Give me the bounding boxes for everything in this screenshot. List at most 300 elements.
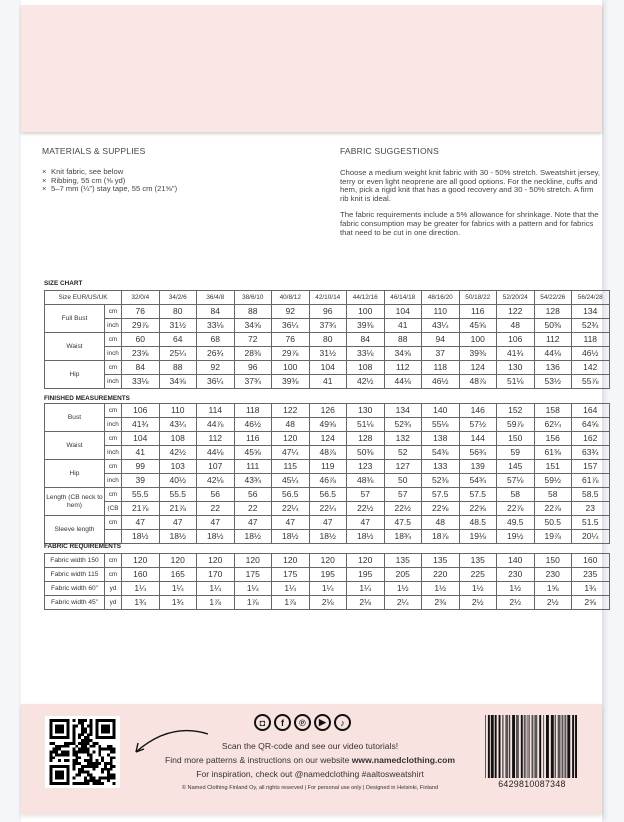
table-cell: 151 xyxy=(534,460,572,474)
table-cell: 112 xyxy=(384,361,422,375)
table-cell: 46½ xyxy=(234,418,272,432)
table-cell: 18½ xyxy=(159,530,197,544)
measurement-label: Waist xyxy=(45,333,105,361)
fabric-paragraph: The fabric requirements include a 5% allowance for shrinkage. Note that the fabric consumption may be greater for fabrics with a pattern and for fabrics that need to be cut in one direction. xyxy=(340,210,599,237)
table-cell: 135 xyxy=(384,554,422,568)
table-cell: 61⅜ xyxy=(534,446,572,460)
table-row xyxy=(45,460,610,474)
fabric-paragraph: Choose a medium weight knit fabric with 30 - 50% stretch. Sweatshirt jersey, terry or even light neoprene are all good options. For the neckline, cuffs and hem, pick a rigid knit that has a good recovery and 30 - 50% stretch. A firm rib knit is ideal. xyxy=(340,168,601,203)
table-cell: 39⅜ xyxy=(272,375,310,389)
table-cell: 56 xyxy=(234,488,272,502)
table-cell: 36¼ xyxy=(197,375,235,389)
table-cell: 43¼ xyxy=(159,418,197,432)
table-cell: 23 xyxy=(572,502,610,516)
table-cell: 88 xyxy=(234,305,272,319)
size-chart-title: SIZE CHART xyxy=(44,280,83,287)
table-row xyxy=(45,375,610,389)
materials-item: × Ribbing, 55 cm (⅝ yd) xyxy=(42,175,126,185)
table-cell: 157 xyxy=(572,460,610,474)
table-cell: 152 xyxy=(497,404,535,418)
table-cell: 47 xyxy=(159,516,197,530)
size-header-cell: 50/18/22 xyxy=(459,291,497,305)
table-cell: 18½ xyxy=(234,530,272,544)
table-cell: 76 xyxy=(122,305,160,319)
table-cell: 47.5 xyxy=(384,516,422,530)
table-cell: 130 xyxy=(347,404,385,418)
table-cell: 128 xyxy=(347,432,385,446)
table-cell: 120 xyxy=(347,554,385,568)
table-cell: 104 xyxy=(309,361,347,375)
instagram-icon[interactable]: ◘ xyxy=(254,714,271,731)
table-cell: 80 xyxy=(159,305,197,319)
table-cell: 42⅛ xyxy=(197,474,235,488)
table-cell: 55⅞ xyxy=(572,375,610,389)
table-cell: 2½ xyxy=(459,596,497,610)
table-cell: 59½ xyxy=(534,474,572,488)
table-cell: 120 xyxy=(122,554,160,568)
table-cell: 60 xyxy=(122,333,160,347)
table-cell: 45¼ xyxy=(272,474,310,488)
table-cell: 55.5 xyxy=(159,488,197,502)
table-cell: 39 xyxy=(122,474,160,488)
table-cell: 46⅞ xyxy=(309,474,347,488)
table-row xyxy=(45,361,610,375)
table-cell: 135 xyxy=(422,554,460,568)
youtube-icon[interactable]: ▶ xyxy=(314,714,331,731)
table-cell: 56 xyxy=(197,488,235,502)
table-cell: 2⅛ xyxy=(309,596,347,610)
table-cell: 1⅞ xyxy=(197,596,235,610)
table-cell: 48⅞ xyxy=(309,446,347,460)
table-cell: 56.5 xyxy=(272,488,310,502)
table-cell: 47 xyxy=(347,516,385,530)
table-cell: 1¼ xyxy=(197,582,235,596)
table-cell: 84 xyxy=(197,305,235,319)
table-cell: 92 xyxy=(272,305,310,319)
barcode-number: 6429810087348 xyxy=(498,779,566,789)
table-cell: 124 xyxy=(459,361,497,375)
fabric-suggestions-title: FABRIC SUGGESTIONS xyxy=(340,146,440,156)
table-cell: 146 xyxy=(459,404,497,418)
table-cell: 120 xyxy=(197,554,235,568)
table-cell: 53½ xyxy=(534,375,572,389)
unit-label: cm xyxy=(105,361,122,375)
table-cell: 2½ xyxy=(534,596,572,610)
table-cell: 116 xyxy=(459,305,497,319)
size-header-label: Size EUR/US/UK xyxy=(45,291,122,305)
table-cell: 220 xyxy=(422,568,460,582)
size-header-cell: 32/0/4 xyxy=(122,291,160,305)
table-cell: 49.5 xyxy=(497,516,535,530)
table-cell: 18⅞ xyxy=(422,530,460,544)
fabric-width-label: Fabric width 45" xyxy=(45,596,105,610)
table-row xyxy=(45,446,610,460)
table-cell: 47¼ xyxy=(272,446,310,460)
table-cell: 41 xyxy=(309,375,347,389)
table-cell: 158 xyxy=(534,404,572,418)
unit-label: inch xyxy=(105,375,122,389)
size-header-cell: 48/16/20 xyxy=(422,291,460,305)
finished-measurements-table xyxy=(44,403,610,544)
table-cell: 165 xyxy=(159,568,197,582)
table-cell: 122 xyxy=(497,305,535,319)
table-cell: 164 xyxy=(572,404,610,418)
table-cell: 120 xyxy=(309,554,347,568)
fabric-width-label: Fabric width 115 xyxy=(45,568,105,582)
table-cell: 108 xyxy=(159,432,197,446)
table-cell: 175 xyxy=(234,568,272,582)
table-cell: 1¼ xyxy=(122,582,160,596)
unit-label: inch xyxy=(105,347,122,361)
table-row xyxy=(45,530,610,544)
unit-label: cm xyxy=(105,432,122,446)
table-cell: 23⅝ xyxy=(122,347,160,361)
table-cell: 54¾ xyxy=(459,474,497,488)
table-cell: 57½ xyxy=(459,418,497,432)
table-cell: 160 xyxy=(122,568,160,582)
table-cell: 2½ xyxy=(497,596,535,610)
header-band xyxy=(21,5,602,132)
table-cell: 22¼ xyxy=(272,502,310,516)
table-cell: 55.5 xyxy=(122,488,160,502)
measurement-label: Full Bust xyxy=(45,305,105,333)
table-cell: 135 xyxy=(459,554,497,568)
table-cell: 37¾ xyxy=(309,319,347,333)
footer-website-text: Find more patterns & instructions on our website www.namedclothing.com xyxy=(164,755,456,765)
table-cell: 156 xyxy=(534,432,572,446)
table-cell: 33⅛ xyxy=(197,319,235,333)
table-cell: 96 xyxy=(309,305,347,319)
qr-code[interactable] xyxy=(45,716,120,788)
table-cell: 45⅝ xyxy=(459,319,497,333)
social-icons xyxy=(254,714,351,731)
size-header-cell: 56/24/28 xyxy=(572,291,610,305)
table-cell: 1¼ xyxy=(309,582,347,596)
table-cell: 22⅝ xyxy=(422,502,460,516)
table-cell: 22½ xyxy=(347,502,385,516)
table-cell: 88 xyxy=(159,361,197,375)
table-cell: 36¼ xyxy=(272,319,310,333)
unit-label: cm xyxy=(105,305,122,319)
table-cell: 18¾ xyxy=(384,530,422,544)
table-cell: 48⅞ xyxy=(459,375,497,389)
table-cell: 21⅞ xyxy=(159,502,197,516)
table-row xyxy=(45,404,610,418)
table-cell: 140 xyxy=(422,404,460,418)
table-cell: 52 xyxy=(384,446,422,460)
table-cell: 118 xyxy=(234,404,272,418)
table-cell: 31½ xyxy=(309,347,347,361)
table-cell: 1⅞ xyxy=(234,596,272,610)
table-cell: 44⅛ xyxy=(384,375,422,389)
website-link[interactable]: www.namedclothing.com xyxy=(351,755,456,765)
table-cell: 57 xyxy=(347,488,385,502)
table-row xyxy=(45,554,610,568)
table-cell: 44⅞ xyxy=(197,418,235,432)
size-chart-table xyxy=(44,290,610,389)
table-cell: 33⅛ xyxy=(347,347,385,361)
unit-label: inch xyxy=(105,319,122,333)
facebook-icon[interactable]: f xyxy=(274,714,291,731)
table-cell: 127 xyxy=(384,460,422,474)
table-cell: 122 xyxy=(272,404,310,418)
table-cell: 118 xyxy=(422,361,460,375)
table-cell: 1¾ xyxy=(122,596,160,610)
table-cell: 128 xyxy=(534,305,572,319)
table-cell: 108 xyxy=(347,361,385,375)
table-cell: 59⅞ xyxy=(497,418,535,432)
footer-copyright: © Named Clothing Finland Oy, all rights reserved | For personal use only | Designed in Helsinki, Finland xyxy=(181,785,439,791)
table-cell: 29⅞ xyxy=(122,319,160,333)
size-header-cell: 34/2/6 xyxy=(159,291,197,305)
size-header-cell: 54/22/26 xyxy=(534,291,572,305)
table-cell: 57 xyxy=(384,488,422,502)
table-cell: 130 xyxy=(497,361,535,375)
table-cell: 42½ xyxy=(159,446,197,460)
unit-label: yd xyxy=(105,596,122,610)
table-cell: 41¾ xyxy=(497,347,535,361)
table-cell: 1¼ xyxy=(272,582,310,596)
table-cell: 1¾ xyxy=(159,596,197,610)
table-cell: 195 xyxy=(347,568,385,582)
table-cell: 22¼ xyxy=(309,502,347,516)
table-cell: 47 xyxy=(197,516,235,530)
table-cell: 142 xyxy=(572,361,610,375)
table-cell: 52¾ xyxy=(384,418,422,432)
measurement-label: Hip xyxy=(45,460,105,488)
table-cell: 43¼ xyxy=(422,319,460,333)
size-header-cell: 52/20/24 xyxy=(497,291,535,305)
table-cell: 2⅛ xyxy=(347,596,385,610)
table-cell: 20¼ xyxy=(572,530,610,544)
table-cell: 49⅝ xyxy=(309,418,347,432)
size-header-cell: 44/12/16 xyxy=(347,291,385,305)
table-cell: 34⅝ xyxy=(159,375,197,389)
table-row xyxy=(45,319,610,333)
table-cell: 41¾ xyxy=(122,418,160,432)
measurement-label: Length (CB neck to hem) xyxy=(45,488,105,516)
size-header-row xyxy=(45,291,610,305)
table-cell: 50.5 xyxy=(534,516,572,530)
unit-label: cm xyxy=(105,554,122,568)
table-cell: 61⅞ xyxy=(572,474,610,488)
size-header-cell: 42/10/14 xyxy=(309,291,347,305)
table-cell: 94 xyxy=(422,333,460,347)
table-cell: 18½ xyxy=(272,530,310,544)
footer-qr-text: Scan the QR-code and see our video tutorials! xyxy=(221,741,399,751)
unit-label: inch xyxy=(105,418,122,432)
table-cell: 106 xyxy=(122,404,160,418)
table-cell: 19⅞ xyxy=(534,530,572,544)
unit-label: yd xyxy=(105,582,122,596)
table-cell: 111 xyxy=(234,460,272,474)
size-header-cell: 46/14/18 xyxy=(384,291,422,305)
table-cell: 18½ xyxy=(197,530,235,544)
size-header-cell: 40/8/12 xyxy=(272,291,310,305)
table-cell: 134 xyxy=(384,404,422,418)
table-cell: 2¼ xyxy=(384,596,422,610)
table-cell: 1⅝ xyxy=(534,582,572,596)
table-cell: 1½ xyxy=(497,582,535,596)
table-cell: 64⅝ xyxy=(572,418,610,432)
table-cell: 64 xyxy=(159,333,197,347)
table-cell: 25¼ xyxy=(159,347,197,361)
table-cell: 22⅝ xyxy=(459,502,497,516)
table-cell: 47 xyxy=(309,516,347,530)
table-cell: 22 xyxy=(234,502,272,516)
fabric-width-label: Fabric width 60" xyxy=(45,582,105,596)
barcode xyxy=(485,715,577,778)
table-cell: 29⅞ xyxy=(272,347,310,361)
table-cell: 41 xyxy=(122,446,160,460)
table-cell: 124 xyxy=(309,432,347,446)
table-row xyxy=(45,582,610,596)
table-cell: 96 xyxy=(234,361,272,375)
fabric-requirements-title: FABRIC REQUIREMENTS xyxy=(44,543,122,550)
table-cell: 120 xyxy=(272,554,310,568)
table-cell: 54⅜ xyxy=(422,446,460,460)
table-cell: 50 xyxy=(384,474,422,488)
table-cell: 2⅜ xyxy=(422,596,460,610)
table-cell: 1¾ xyxy=(572,582,610,596)
table-cell: 48 xyxy=(497,319,535,333)
table-cell: 44⅛ xyxy=(534,347,572,361)
unit-label: (CB xyxy=(105,502,122,516)
unit-label: cm xyxy=(105,333,122,347)
table-cell: 46½ xyxy=(572,347,610,361)
table-cell: 48 xyxy=(422,516,460,530)
table-cell: 43¾ xyxy=(234,474,272,488)
table-cell: 145 xyxy=(497,460,535,474)
table-cell: 175 xyxy=(272,568,310,582)
table-cell: 39⅜ xyxy=(347,319,385,333)
table-cell: 126 xyxy=(309,404,347,418)
measurement-label: Sleeve length xyxy=(45,516,105,544)
table-row xyxy=(45,568,610,582)
table-cell: 18½ xyxy=(122,530,160,544)
table-cell: 51⅛ xyxy=(497,375,535,389)
table-cell: 112 xyxy=(534,333,572,347)
unit-label: cm xyxy=(105,404,122,418)
table-cell: 42½ xyxy=(347,375,385,389)
table-cell: 76 xyxy=(272,333,310,347)
table-cell: 26¾ xyxy=(197,347,235,361)
pinterest-icon[interactable]: ℗ xyxy=(294,714,311,731)
table-cell: 136 xyxy=(534,361,572,375)
table-cell: 225 xyxy=(459,568,497,582)
table-cell: 57.5 xyxy=(422,488,460,502)
table-cell: 52¾ xyxy=(572,319,610,333)
unit-label: cm xyxy=(105,516,122,530)
table-row xyxy=(45,488,610,502)
table-cell: 39⅜ xyxy=(459,347,497,361)
measurement-label: Hip xyxy=(45,361,105,389)
table-cell: 63¾ xyxy=(572,446,610,460)
table-cell: 119 xyxy=(309,460,347,474)
table-cell: 47 xyxy=(272,516,310,530)
table-cell: 51⅛ xyxy=(347,418,385,432)
table-cell: 68 xyxy=(197,333,235,347)
table-cell: 100 xyxy=(272,361,310,375)
table-cell: 57⅛ xyxy=(497,474,535,488)
size-header-cell: 36/4/8 xyxy=(197,291,235,305)
table-cell: 103 xyxy=(159,460,197,474)
table-cell: 72 xyxy=(234,333,272,347)
table-cell: 140 xyxy=(497,554,535,568)
tiktok-icon[interactable]: ♪ xyxy=(334,714,351,731)
unit-label: inch xyxy=(105,474,122,488)
table-cell: 1¼ xyxy=(159,582,197,596)
table-cell: 34⅝ xyxy=(234,319,272,333)
table-row xyxy=(45,418,610,432)
table-cell: 19½ xyxy=(497,530,535,544)
table-cell: 62¼ xyxy=(534,418,572,432)
table-cell: 56.5 xyxy=(309,488,347,502)
table-cell: 47 xyxy=(122,516,160,530)
table-cell: 18½ xyxy=(309,530,347,544)
table-cell: 150 xyxy=(497,432,535,446)
materials-item: × 5–7 mm (¼") stay tape, 55 cm (21⅝") xyxy=(42,184,178,194)
table-cell: 80 xyxy=(309,333,347,347)
table-cell: 84 xyxy=(122,361,160,375)
table-cell: 31½ xyxy=(159,319,197,333)
table-cell: 230 xyxy=(497,568,535,582)
table-cell: 28⅜ xyxy=(234,347,272,361)
table-cell: 144 xyxy=(459,432,497,446)
size-header-cell: 38/6/10 xyxy=(234,291,272,305)
table-row xyxy=(45,474,610,488)
table-cell: 162 xyxy=(572,432,610,446)
table-cell: 139 xyxy=(459,460,497,474)
table-cell: 47 xyxy=(234,516,272,530)
table-cell: 59 xyxy=(497,446,535,460)
table-cell: 56¾ xyxy=(459,446,497,460)
table-cell: 205 xyxy=(384,568,422,582)
measurement-label: Bust xyxy=(45,404,105,432)
table-cell: 118 xyxy=(572,333,610,347)
table-cell: 40½ xyxy=(159,474,197,488)
fabric-requirements-table xyxy=(44,553,610,610)
table-cell: 235 xyxy=(572,568,610,582)
table-cell: 99 xyxy=(122,460,160,474)
table-row xyxy=(45,502,610,516)
table-cell: 19⅛ xyxy=(459,530,497,544)
unit-label: inch xyxy=(105,446,122,460)
table-cell: 120 xyxy=(272,432,310,446)
table-cell: 33⅛ xyxy=(122,375,160,389)
table-cell: 58.5 xyxy=(572,488,610,502)
materials-item: × Knit fabric, see below xyxy=(42,167,124,176)
fabric-width-label: Fabric width 150 xyxy=(45,554,105,568)
table-row xyxy=(45,333,610,347)
table-cell: 50⅜ xyxy=(347,446,385,460)
table-cell: 1¼ xyxy=(234,582,272,596)
table-row xyxy=(45,347,610,361)
table-cell: 170 xyxy=(197,568,235,582)
table-cell: 1⅞ xyxy=(272,596,310,610)
footer-inspiration-text: For inspiration, check out @namedclothing #aaltosweatshirt xyxy=(196,769,424,779)
table-cell: 115 xyxy=(272,460,310,474)
table-cell: 58 xyxy=(534,488,572,502)
materials-title: MATERIALS & SUPPLIES xyxy=(42,146,146,156)
table-cell: 34⅝ xyxy=(384,347,422,361)
table-cell: 138 xyxy=(422,432,460,446)
materials-list xyxy=(42,168,177,194)
finished-measurements-title: FINISHED MEASUREMENTS xyxy=(44,395,130,402)
table-cell: 110 xyxy=(159,404,197,418)
table-cell: 46½ xyxy=(422,375,460,389)
table-cell: 134 xyxy=(572,305,610,319)
